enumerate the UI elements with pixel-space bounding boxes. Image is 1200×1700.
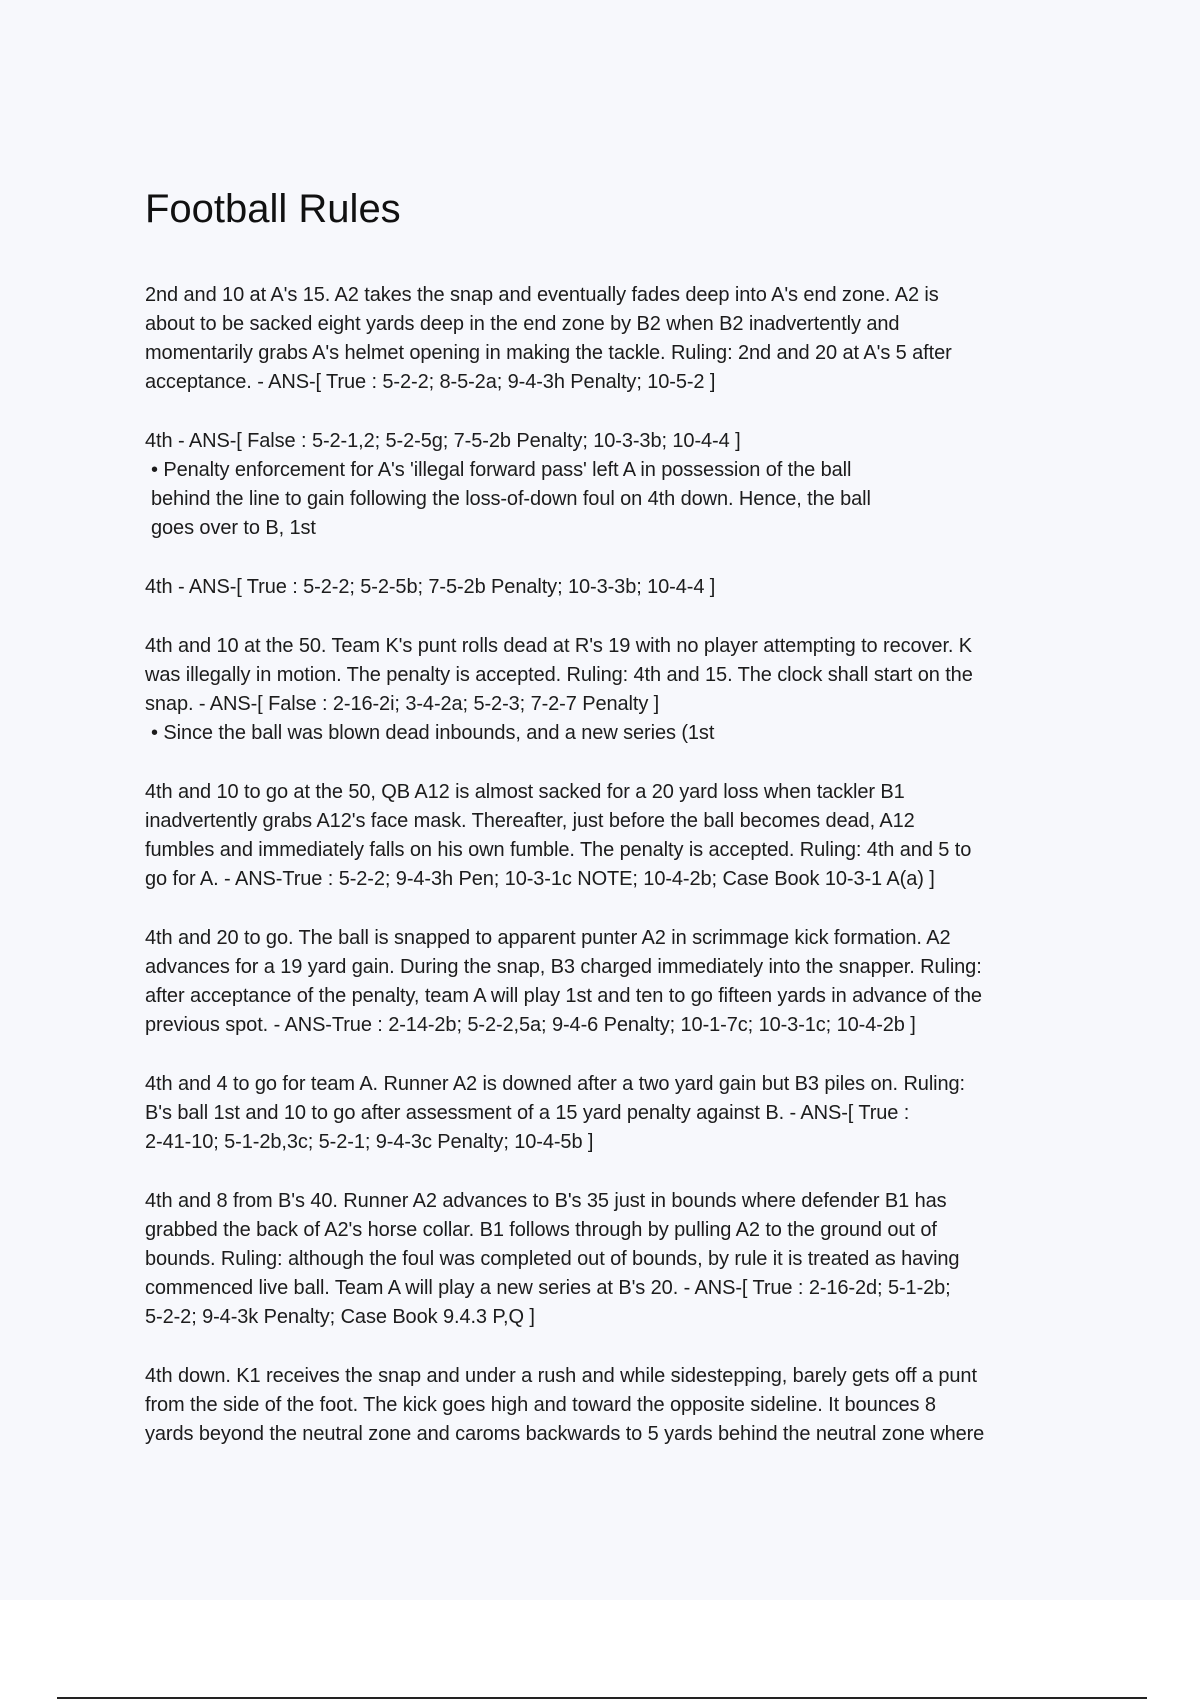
text-line: commenced live ball. Team A will play a new series at B's 20. - ANS-[ True : 2-16-2d; 5-1-2b;: [145, 1277, 951, 1299]
text-line: go for A. - ANS-True : 5-2-2; 9-4-3h Pen; 10-3-1c NOTE; 10-4-2b; Case Book 10-3-1 A(a) ]: [145, 868, 935, 890]
text-line: 4th and 4 to go for team A. Runner A2 is downed after a two yard gain but B3 piles on. Ruling:: [145, 1073, 966, 1095]
bullet-line: • Penalty enforcement for A's 'illegal forward pass' left A in possession of the ball: [151, 459, 852, 481]
document-content: [145, 186, 1105, 1479]
text-line: 2-41-10; 5-1-2b,3c; 5-2-1; 9-4-3c Penalty; 10-4-5b ]: [145, 1131, 594, 1153]
text-line: 4th and 10 at the 50. Team K's punt rolls dead at R's 19 with no player attempting to recover. K: [145, 635, 973, 657]
paragraph-2: [145, 427, 1105, 543]
text-line: 4th down. K1 receives the snap and under a rush and while sidestepping, barely gets off a punt: [145, 1365, 977, 1387]
text-line: advances for a 19 yard gain. During the snap, B3 charged immediately into the snapper. Ruling:: [145, 956, 982, 978]
paragraph-4: [145, 632, 1105, 748]
text-line: fumbles and immediately falls on his own fumble. The penalty is accepted. Ruling: 4th and 5 to: [145, 839, 972, 861]
footer-divider: [57, 1697, 1147, 1699]
text-line: behind the line to gain following the loss-of-down foul on 4th down. Hence, the ball: [151, 488, 871, 510]
paragraph-5: [145, 778, 1105, 894]
paragraph-8: [145, 1187, 1105, 1332]
text-line: 4th - ANS-[ True : 5-2-2; 5-2-5b; 7-5-2b Penalty; 10-3-3b; 10-4-4 ]: [145, 576, 716, 598]
document-title: Football Rules: [145, 187, 401, 231]
text-line: momentarily grabs A's helmet opening in making the tackle. Ruling: 2nd and 20 at A's 5 after: [145, 342, 952, 364]
text-line: after acceptance of the penalty, team A will play 1st and ten to go fifteen yards in advance of the: [145, 985, 982, 1007]
text-line: snap. - ANS-[ False : 2-16-2i; 3-4-2a; 5-2-3; 7-2-7 Penalty ]: [145, 693, 660, 715]
text-line: bounds. Ruling: although the foul was completed out of bounds, by rule it is treated as having: [145, 1248, 960, 1270]
text-line: was illegally in motion. The penalty is accepted. Ruling: 4th and 15. The clock shall start on the: [145, 664, 973, 686]
text-line: 4th and 10 to go at the 50, QB A12 is almost sacked for a 20 yard loss when tackler B1: [145, 781, 905, 803]
paragraph-3: [145, 573, 1105, 602]
text-line: grabbed the back of A2's horse collar. B1 follows through by pulling A2 to the ground out of: [145, 1219, 937, 1241]
paragraph-6: [145, 924, 1105, 1040]
paragraph-1: [145, 281, 1105, 397]
text-line: 4th and 8 from B's 40. Runner A2 advances to B's 35 just in bounds where defender B1 has: [145, 1190, 947, 1212]
text-line: B's ball 1st and 10 to go after assessment of a 15 yard penalty against B. - ANS-[ True :: [145, 1102, 910, 1124]
text-line: yards beyond the neutral zone and caroms backwards to 5 yards behind the neutral zone where: [145, 1423, 985, 1445]
text-line: 5-2-2; 9-4-3k Penalty; Case Book 9.4.3 P,Q ]: [145, 1306, 535, 1328]
bullet-line: • Since the ball was blown dead inbounds, and a new series (1st: [151, 722, 715, 744]
paragraph-7: [145, 1070, 1105, 1157]
text-line: 4th - ANS-[ False : 5-2-1,2; 5-2-5g; 7-5-2b Penalty; 10-3-3b; 10-4-4 ]: [145, 430, 741, 452]
text-line: from the side of the foot. The kick goes high and toward the opposite sideline. It bounces 8: [145, 1394, 936, 1416]
text-line: previous spot. - ANS-True : 2-14-2b; 5-2-2,5a; 9-4-6 Penalty; 10-1-7c; 10-3-1c; 10-4-2b ]: [145, 1014, 916, 1036]
text-line: acceptance. - ANS-[ True : 5-2-2; 8-5-2a; 9-4-3h Penalty; 10-5-2 ]: [145, 371, 716, 393]
paragraph-9: [145, 1362, 1105, 1449]
text-line: 2nd and 10 at A's 15. A2 takes the snap and eventually fades deep into A's end zone. A2 is: [145, 284, 939, 306]
text-line: about to be sacked eight yards deep in the end zone by B2 when B2 inadvertently and: [145, 313, 900, 335]
text-line: 4th and 20 to go. The ball is snapped to apparent punter A2 in scrimmage kick formation. A2: [145, 927, 951, 949]
text-line: goes over to B, 1st: [151, 517, 316, 539]
text-line: inadvertently grabs A12's face mask. Thereafter, just before the ball becomes dead, A12: [145, 810, 915, 832]
